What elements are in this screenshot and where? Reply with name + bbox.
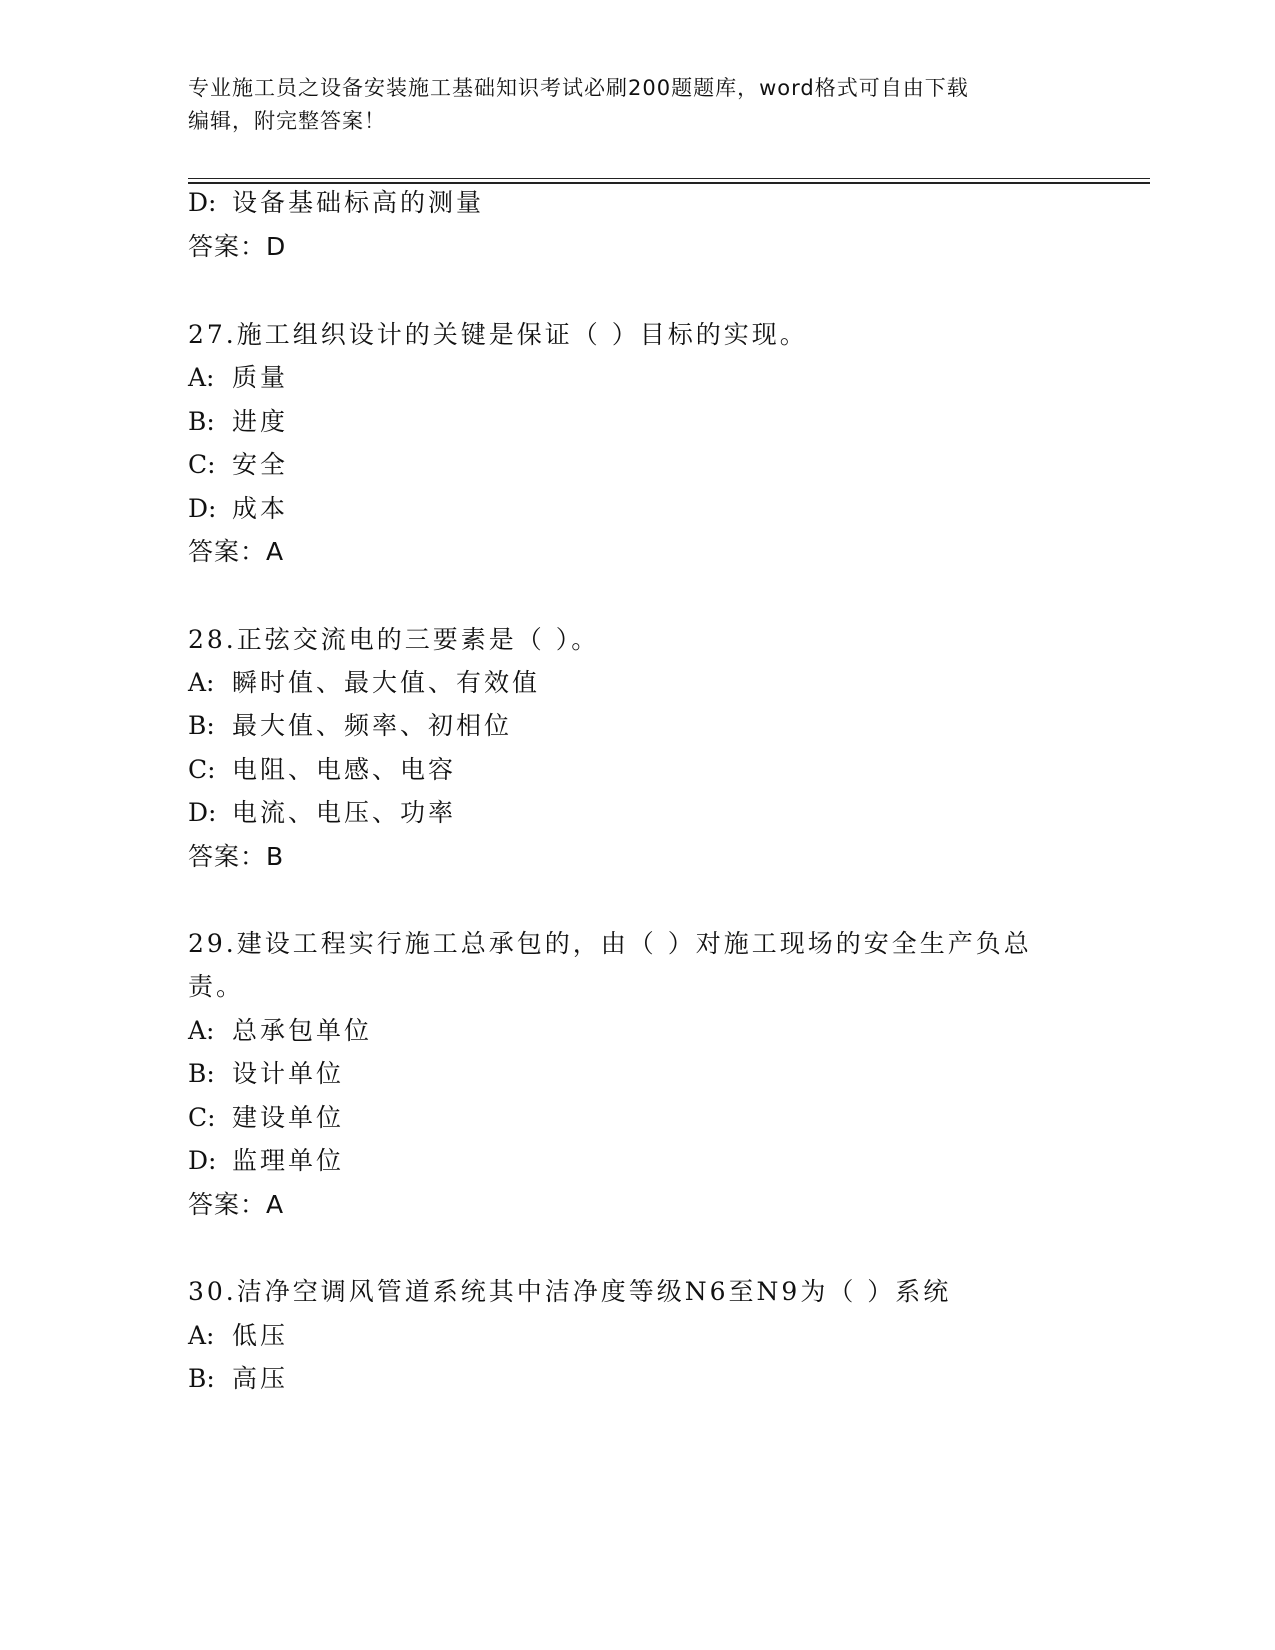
option-label: D:	[188, 494, 217, 523]
option-text: 电流、电压、功率	[232, 798, 457, 827]
header-title-line-1: 专业施工员之设备安装施工基础知识考试必刷200题题库，word格式可自由下载	[188, 76, 969, 100]
question-28-option-b	[188, 711, 512, 741]
question-29-answer: 答案：A	[188, 1190, 285, 1219]
option-text: 质量	[232, 363, 289, 392]
question-30-option-a	[188, 1321, 288, 1351]
header-divider-thin	[188, 178, 1150, 179]
question-27-option-b	[188, 407, 288, 437]
question-27-answer: 答案：A	[188, 537, 285, 566]
question-27-stem: 27.施工组织设计的关键是保证（ ）目标的实现。	[188, 320, 808, 349]
question-27-option-a	[188, 363, 288, 393]
header-divider-thick	[188, 182, 1150, 184]
header-title-line-2: 编辑，附完整答案！	[188, 109, 386, 133]
prev-answer: 答案：D	[188, 232, 287, 261]
question-29-option-c	[188, 1103, 344, 1133]
question-28-stem: 28.正弦交流电的三要素是（ ）。	[188, 625, 600, 654]
option-label: D:	[188, 798, 217, 827]
option-label: B:	[188, 407, 215, 436]
document-header	[188, 72, 1068, 138]
question-29-option-b	[188, 1059, 344, 1089]
option-label: B:	[188, 1059, 215, 1088]
option-text: 成本	[232, 494, 289, 523]
question-27-option-c	[188, 450, 288, 480]
option-label: B:	[188, 711, 215, 740]
question-27-option-d	[188, 494, 288, 524]
option-text: 设计单位	[232, 1059, 345, 1088]
option-text: 高压	[232, 1364, 289, 1393]
option-label: A:	[188, 1016, 215, 1045]
question-28-option-c	[188, 755, 456, 785]
question-29-option-d	[188, 1146, 344, 1176]
option-label: A:	[188, 1321, 215, 1350]
option-text: 低压	[232, 1321, 289, 1350]
question-30-stem: 30.洁净空调风管道系统其中洁净度等级N6至N9为（ ）系统	[188, 1277, 952, 1306]
option-label: B:	[188, 1364, 215, 1393]
question-28-answer: 答案：B	[188, 842, 285, 871]
option-text: 设备基础标高的测量	[232, 188, 485, 217]
option-text: 最大值、频率、初相位	[232, 711, 513, 740]
option-label: C:	[188, 450, 216, 479]
option-label: A:	[188, 363, 215, 392]
option-text: 安全	[232, 450, 289, 479]
option-text: 电阻、电感、电容	[232, 755, 457, 784]
question-29-stem-line-1: 29.建设工程实行施工总承包的，由（ ）对施工现场的安全生产负总	[188, 929, 1032, 958]
question-29-stem-line-2: 责。	[188, 972, 245, 1001]
question-30-option-b	[188, 1364, 288, 1394]
option-label: D:	[188, 1146, 217, 1175]
option-label: A:	[188, 668, 215, 697]
option-label: D:	[188, 188, 217, 217]
question-28-option-a	[188, 668, 540, 698]
option-text: 总承包单位	[232, 1016, 373, 1045]
question-29-option-a	[188, 1016, 372, 1046]
option-text: 瞬时值、最大值、有效值	[232, 668, 541, 697]
option-label: C:	[188, 1103, 216, 1132]
option-text: 监理单位	[232, 1146, 345, 1175]
option-text: 进度	[232, 407, 289, 436]
option-text: 建设单位	[232, 1103, 345, 1132]
question-28-option-d	[188, 798, 456, 828]
option-label: C:	[188, 755, 216, 784]
prev-option-d	[188, 188, 484, 218]
